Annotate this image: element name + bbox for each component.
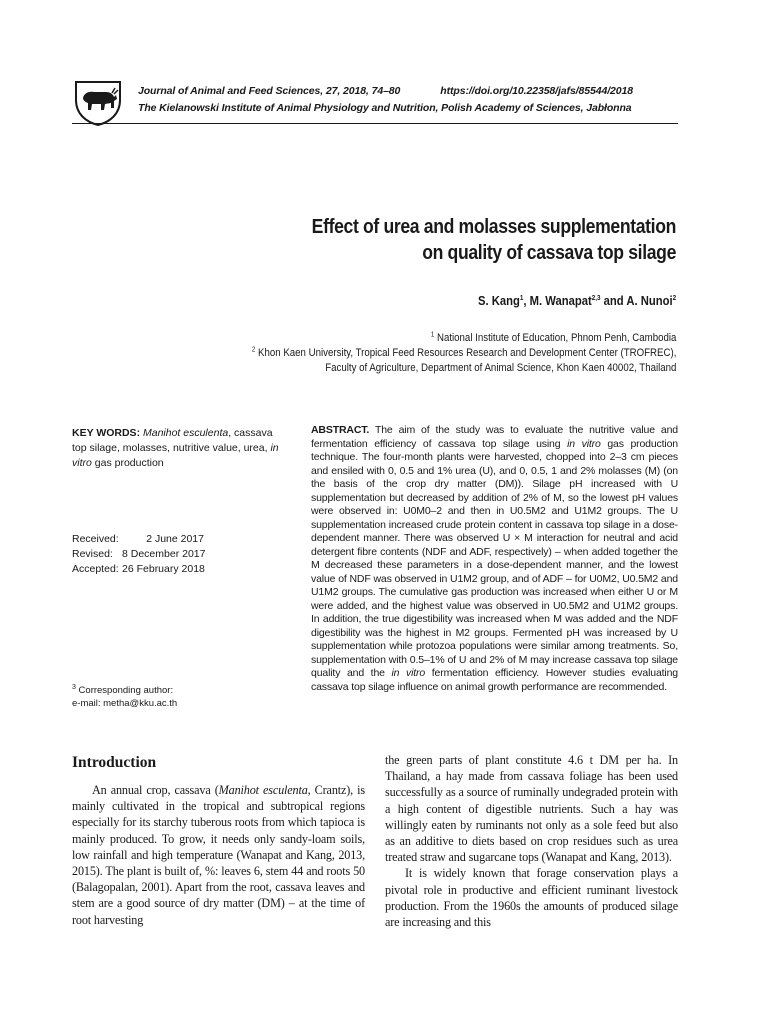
- date-label: Received:: [72, 533, 119, 545]
- keywords: [72, 426, 287, 471]
- doi-link[interactable]: https://doi.org/10.22358/jafs/85544/2018: [440, 85, 633, 97]
- intro-paragraph-1-cont: the green parts of plant constitute 4.6 t DM per ha. In Thailand, a hay made from cassava foliage has been used successfully as a source of ruminally undegraded protein with a high content of digestible nutrients. Such a hay was willingly eaten by ruminants not only as a sole feed but also as an additive to diets based on crop residues such as urea treated straw and sugarcane tops (Wanapat and Kang, 2013).: [385, 753, 678, 865]
- intro-p1-species: Manihot esculenta: [218, 783, 308, 797]
- aff1-sup: 1: [430, 331, 434, 339]
- author-nunoi: and A. Nunoi: [603, 294, 673, 308]
- abstract-text-3: fermentation efficiency. However studies evaluating cassava top silage influence on animal growth performance are recommended.: [311, 667, 678, 693]
- author-kang: S. Kang: [477, 294, 520, 308]
- abstract-text-1: The aim of the study was to evaluate the nutritive value and fermentation efficiency of cassava top silage using: [311, 424, 678, 450]
- affiliation-2-line-2: Faculty of Agriculture, Department of Animal Science, Khon Kaen 40002, Thailand: [324, 362, 676, 374]
- keyword-species: Manihot esculenta: [142, 427, 229, 439]
- author-kang-sup: 1: [519, 294, 524, 302]
- institute-name: The Kielanowski Institute of Animal Physiology and Nutrition, Polish Academy of Sciences, Jabłonna: [138, 102, 632, 114]
- body-column-left: [72, 782, 365, 928]
- abstract-italic-2: in vitro: [391, 667, 426, 679]
- abstract-text-2: gas production technique. The four-month plants were harvested, chopped into 2–3 cm pieces and ensiled with 0, 0.5 and 1% urea (U), and 0, 0.5, 1 and 2% molasses (M) (on the basis of the crop dry matter (DM)). Silage pH increased with U supplementation but decreased by addition of 2% of M, so the lowest pH values were observed in: U0M0–2 and then in U0.5M2 and U1M2 groups. The U supplementation increased crude protein content in cassava top silage in a dose-dependent manner. There was observed U × M interaction for neutral and acid detergent fibre contents (NDF and ADF, respectively) – when added together the M decreased these parameters in a dose-dependent manner, and the lowest value of NDF was observed in U1M2 group, and of ADF – for U0M2, U0.5M2 and U1M2 groups. The cumulative gas production was increased when either U or M were added, and the highest value was observed in U0.5M2 and U1M2 groups. In addition, the true digestibility was increased when M was added and the NDF digestibility was the highest in M2 groups. Fermented pH was increased by U supplementation while protozoa populations were similar among treatments. So, supplementation with 0.5–1% of U and 2% of M may increase cassava top silage quality and the: [311, 437, 678, 679]
- affiliation-2-line-1: Khon Kaen University, Tropical Feed Resources Research and Development Center (TROFREC),: [257, 347, 676, 359]
- title-line-2: on quality of cassava top silage: [422, 242, 676, 264]
- author-nunoi-sup: 2: [672, 294, 676, 302]
- journal-name: Journal of Animal and Feed Sciences, 27, 2018, 74–80: [138, 85, 401, 97]
- date-accepted: [72, 562, 204, 577]
- corresponding-email[interactable]: e-mail: metha@kku.ac.th: [72, 698, 178, 709]
- intro-paragraph-2: It is widely known that forage conservation plays a pivotal role in productive and efficient ruminant livestock production. From the 1960s the amounts of produced silage are increasing and this: [385, 866, 678, 930]
- affiliation-1: National Institute of Education, Phnom Penh, Cambodia: [436, 332, 676, 344]
- intro-p1-text-b: , Crantz), is mainly cultivated in the tropical and subtropical regions especially for its starchy tuberous roots from which tapioca is mainly produced. To grow, it needs only sandy-loam soils, low rainfall and high temperature (Wanapat and Kang, 2013, 2015). The plant is built of, %: leaves 6, stem 44 and roots 50 (Balagopalan, 2001). Apart from the root, cassava leaves and stem are a good source of dry matter (DM) – at the time of root harvesting: [72, 783, 365, 927]
- keywords-label: KEY WORDS:: [72, 427, 141, 439]
- author-list: S. Kang$^1$, M. Wanapat$^{2,3}$ and A. Nunoi$^2$: [477, 294, 676, 308]
- article-dates: [72, 532, 204, 577]
- date-value: 8 December 2017: [122, 548, 206, 560]
- date-label: Accepted:: [72, 563, 119, 575]
- author-wanapat-sup: 2,3: [591, 294, 601, 302]
- journal-citation: [138, 85, 633, 97]
- keywords-text-end: gas production: [91, 457, 164, 469]
- keywords-text: , cassava top silage, molasses, nutritive value, urea,: [72, 427, 273, 454]
- author-wanapat: M. Wanapat: [529, 294, 592, 308]
- date-revised: [72, 547, 204, 562]
- title-line-1: Effect of urea and molasses supplementation: [311, 216, 676, 238]
- date-received: [72, 532, 204, 547]
- corresponding-author: [72, 684, 177, 710]
- date-value: 26 February 2018: [122, 563, 205, 575]
- date-value: 2 June 2017: [146, 533, 204, 545]
- header-rule: [72, 123, 678, 124]
- paper-title: [312, 214, 676, 266]
- corresponding-sup: 3: [72, 683, 76, 691]
- abstract-label: ABSTRACT.: [311, 424, 370, 436]
- affiliations: [251, 331, 676, 376]
- section-heading-introduction: Introduction: [72, 754, 157, 771]
- intro-p1-text-a: An annual crop, cassava (: [92, 783, 219, 797]
- keyword-in-vitro: in vitro: [72, 442, 279, 469]
- abstract: [311, 424, 678, 694]
- bull-emblem-icon: [72, 78, 124, 126]
- corresponding-label: Corresponding author:: [78, 685, 174, 696]
- abstract-italic-1: in vitro: [567, 437, 601, 450]
- aff2-sup: 2: [251, 346, 255, 354]
- date-label: Revised:: [72, 548, 113, 560]
- intro-paragraph-1: [72, 782, 365, 928]
- body-column-right: [385, 752, 678, 930]
